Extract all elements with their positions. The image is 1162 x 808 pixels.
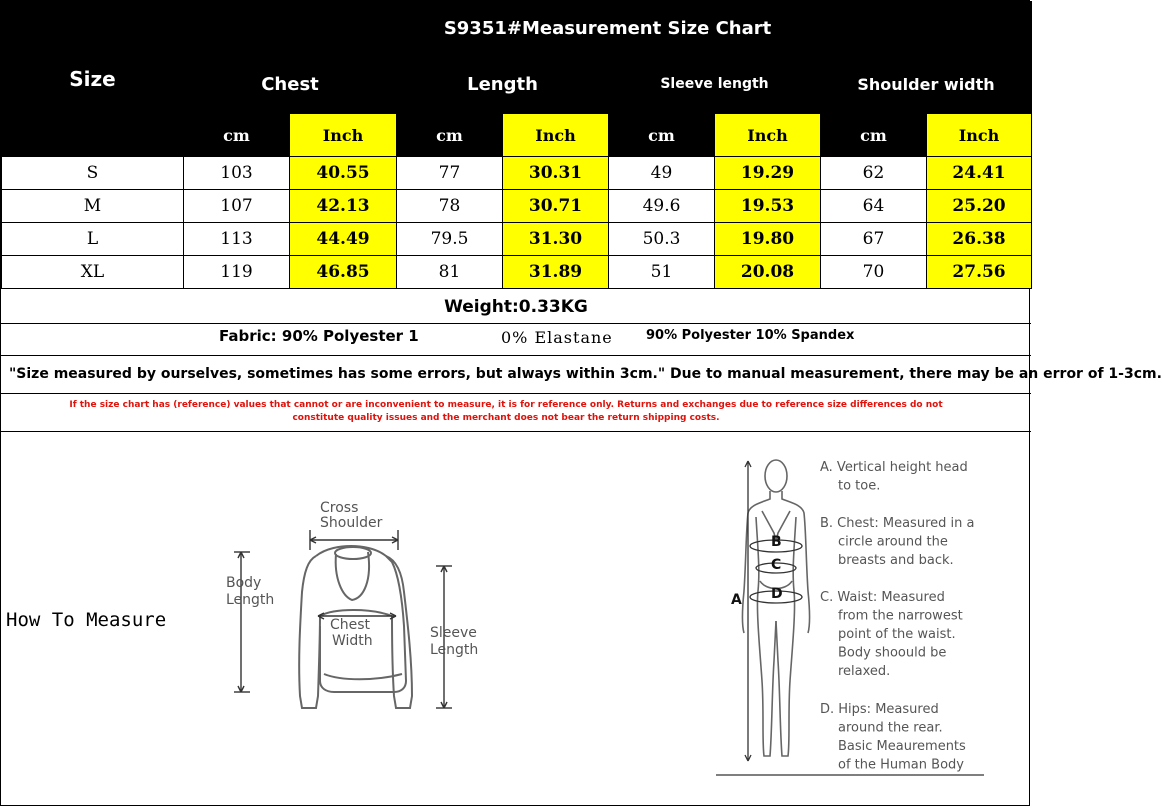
body-note-line: point of the waist. <box>838 627 956 642</box>
body-diagram <box>716 451 1016 781</box>
body-length-label: Length <box>226 592 275 608</box>
body-note-line: breasts and back. <box>838 553 954 568</box>
body-markers <box>731 534 783 608</box>
inch-value-cell: 40.55 <box>290 157 397 190</box>
measurement-note: "Size measured by ourselves, sometimes has some errors, but always within 3cm." Due to manual measurement, there may be an error of 1-3cm. <box>9 366 1162 382</box>
inch-value-cell: 27.56 <box>927 256 1032 289</box>
chart-title: S9351#Measurement Size Chart <box>184 2 1032 55</box>
inch-value-cell: 42.13 <box>290 190 397 223</box>
inch-value-cell: 25.20 <box>927 190 1032 223</box>
divider <box>1 323 1031 324</box>
inch-value-cell: 46.85 <box>290 256 397 289</box>
body-length-label: Body <box>226 575 262 591</box>
how-to-measure-label: How To Measure <box>6 609 167 631</box>
marker-a: A <box>731 592 742 608</box>
cm-value-cell: 103 <box>184 157 290 190</box>
marker-b: B <box>771 534 782 550</box>
unit-header: Inch <box>503 114 609 157</box>
cm-value-cell: 70 <box>821 256 927 289</box>
cm-value-cell: 78 <box>397 190 503 223</box>
sleeve-length-label: Length <box>430 642 479 658</box>
group-chest: Chest <box>184 55 397 114</box>
inch-value-cell: 20.08 <box>715 256 821 289</box>
reference-warning <box>31 399 981 425</box>
cm-value-cell: 62 <box>821 157 927 190</box>
inch-value-cell: 19.29 <box>715 157 821 190</box>
inch-value-cell: 19.53 <box>715 190 821 223</box>
cm-value-cell: 77 <box>397 157 503 190</box>
body-note-line: D. Hips: Measured <box>820 702 939 717</box>
size-cell: L <box>2 223 184 256</box>
size-cell: S <box>2 157 184 190</box>
size-cell: M <box>2 190 184 223</box>
body-note-line: relaxed. <box>838 664 891 679</box>
size-table <box>1 1 1032 289</box>
cm-value-cell: 119 <box>184 256 290 289</box>
body-note-line: Basic Meaurements <box>838 739 966 754</box>
fabric-alt-text: 90% Polyester 10% Spandex <box>646 328 855 343</box>
inch-value-cell: 19.80 <box>715 223 821 256</box>
chest-width-label: Width <box>332 633 373 649</box>
fabric-text-continued: 0% Elastane <box>501 328 613 347</box>
group-shoulder-width: Shoulder width <box>821 55 1032 114</box>
inch-value-cell: 24.41 <box>927 157 1032 190</box>
unit-header: Inch <box>927 114 1032 157</box>
unit-header: Inch <box>715 114 821 157</box>
cm-value-cell: 79.5 <box>397 223 503 256</box>
divider <box>1 431 1031 432</box>
cm-value-cell: 50.3 <box>609 223 715 256</box>
weight-text: Weight:0.33KG <box>444 297 588 317</box>
cross-shoulder-label: Cross <box>320 500 359 516</box>
body-note-line: B. Chest: Measured in a <box>820 516 975 531</box>
group-length: Length <box>397 55 609 114</box>
table-row <box>2 157 1032 190</box>
unit-header: cm <box>184 114 290 157</box>
body-outline <box>743 460 810 756</box>
cm-value-cell: 49 <box>609 157 715 190</box>
divider <box>1 355 1031 356</box>
inch-value-cell: 31.30 <box>503 223 609 256</box>
inch-value-cell: 31.89 <box>503 256 609 289</box>
table-row <box>2 223 1032 256</box>
cm-value-cell: 51 <box>609 256 715 289</box>
body-note-line: Body shoould be <box>838 645 947 661</box>
cm-value-cell: 49.6 <box>609 190 715 223</box>
marker-c: C <box>771 557 782 573</box>
inch-value-cell: 30.31 <box>503 157 609 190</box>
inch-value-cell: 30.71 <box>503 190 609 223</box>
body-note-line: A. Vertical height head <box>820 460 968 475</box>
unit-header: cm <box>821 114 927 157</box>
table-row <box>2 190 1032 223</box>
unit-header: cm <box>609 114 715 157</box>
divider <box>1 393 1031 394</box>
unit-header: Inch <box>290 114 397 157</box>
table-row <box>2 256 1032 289</box>
fabric-text: Fabric: 90% Polyester 1 <box>219 327 419 345</box>
cm-value-cell: 107 <box>184 190 290 223</box>
cm-value-cell: 64 <box>821 190 927 223</box>
body-note-line: from the narrowest <box>838 608 963 624</box>
reference-warning-line: If the size chart has (reference) values that cannot or are inconvenient to measure, it is for reference only. Returns and exchanges due to reference size differences do not <box>69 400 943 410</box>
size-header: Size <box>2 2 184 157</box>
body-note-line: around the rear. <box>838 720 943 736</box>
cm-value-cell: 113 <box>184 223 290 256</box>
cm-value-cell: 81 <box>397 256 503 289</box>
sleeve-length-label: Sleeve <box>430 625 477 641</box>
cross-shoulder-label: Shoulder <box>320 515 383 531</box>
body-note-line: to toe. <box>838 478 881 494</box>
group-sleeve-length: Sleeve length <box>609 55 821 114</box>
inch-value-cell: 26.38 <box>927 223 1032 256</box>
body-note-line: C. Waist: Measured <box>820 590 945 605</box>
reference-warning-line: constitute quality issues and the merchant does not bear the return shipping costs. <box>292 413 720 423</box>
body-notes <box>820 460 974 773</box>
sweater-labels <box>226 500 478 658</box>
body-note-line: of the Human Body <box>838 757 964 773</box>
chest-width-label: Chest <box>330 617 371 633</box>
size-cell: XL <box>2 256 184 289</box>
sweater-diagram <box>216 496 496 726</box>
cm-value-cell: 67 <box>821 223 927 256</box>
body-note-line: circle around the <box>838 534 948 550</box>
inch-value-cell: 44.49 <box>290 223 397 256</box>
unit-header: cm <box>397 114 503 157</box>
marker-d: D <box>771 586 783 602</box>
